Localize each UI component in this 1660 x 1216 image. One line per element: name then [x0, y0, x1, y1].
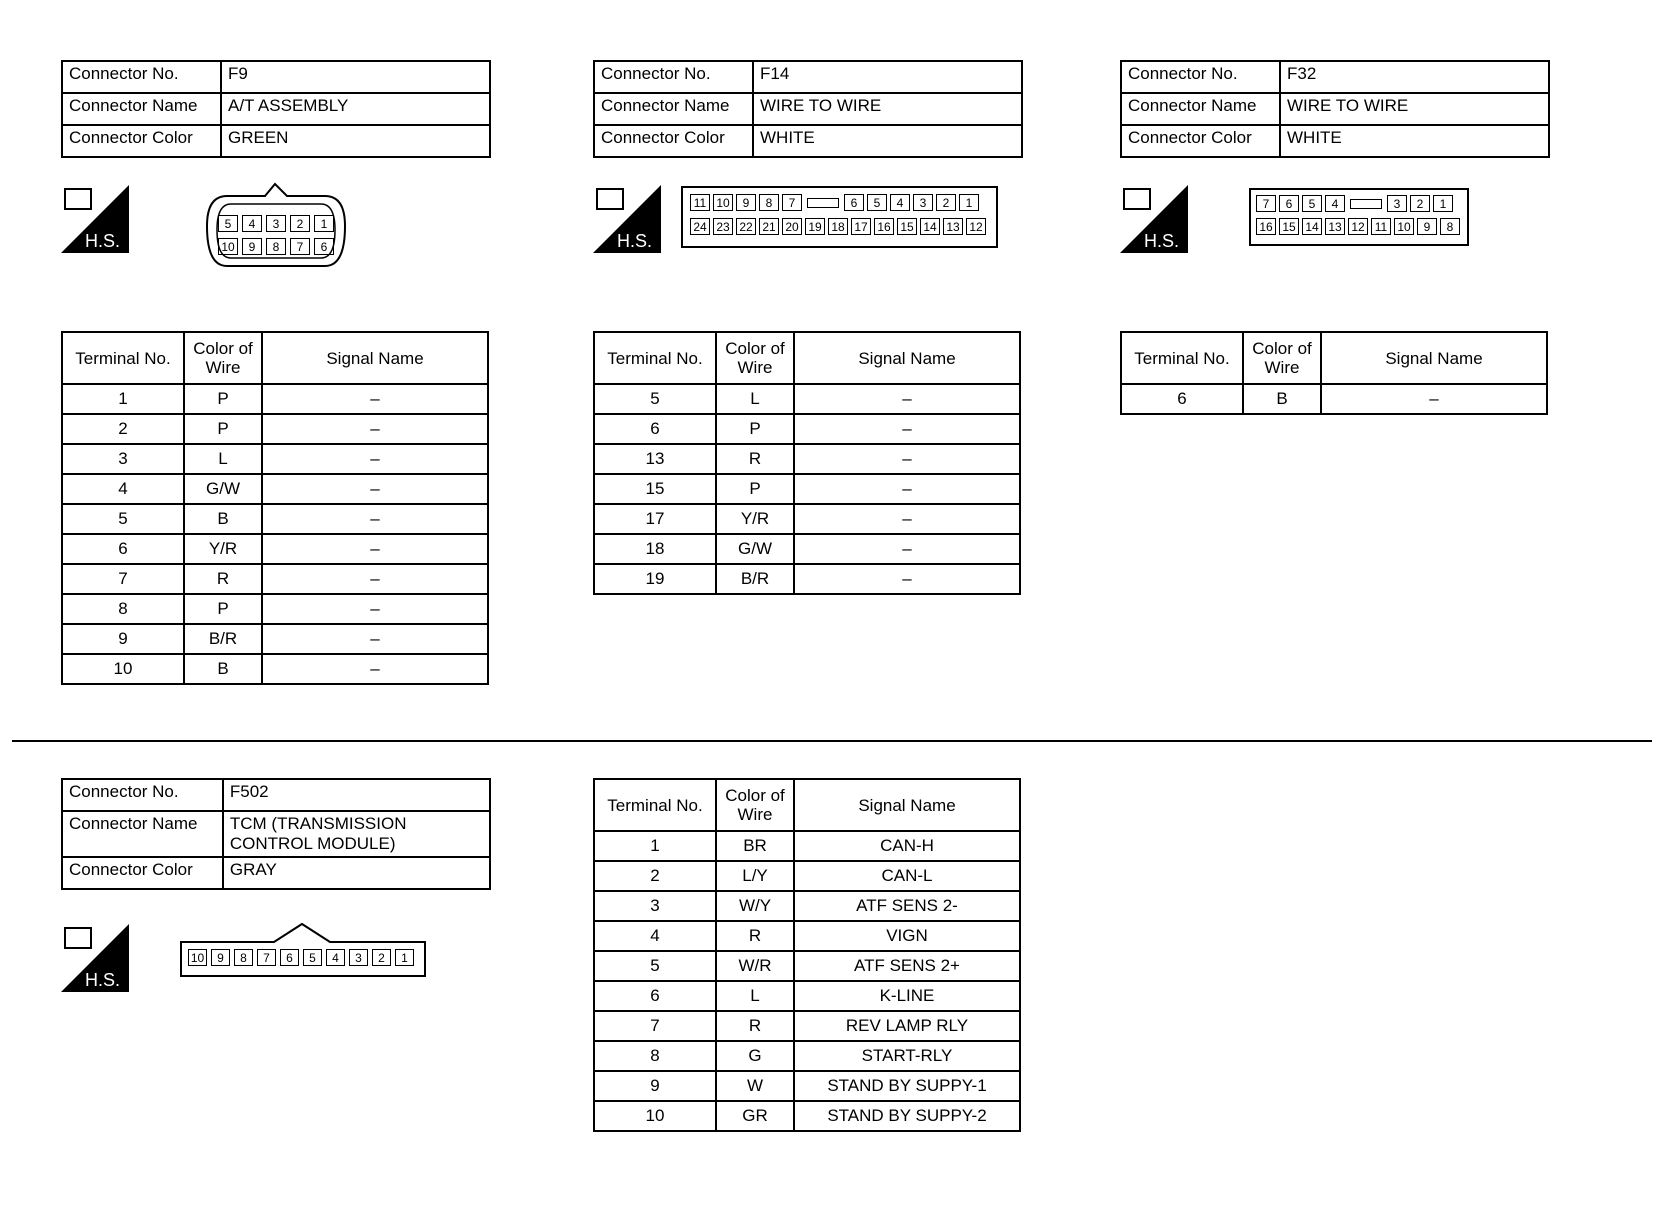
pin-top: 7 [257, 949, 276, 966]
label-connector-name: Connector Name [594, 93, 753, 125]
connector-info-f14 [593, 60, 1023, 158]
connector-color: WHITE [753, 125, 1022, 157]
pin-bottom: 8 [266, 238, 286, 255]
terminal-no-cell: 8 [62, 594, 184, 624]
signal-name-cell: – [1321, 384, 1547, 414]
table-row [594, 1011, 1020, 1041]
table-row [594, 891, 1020, 921]
pin-top: 6 [1279, 195, 1299, 212]
pin-top: 4 [242, 215, 262, 232]
wire-color-cell: B/R [184, 624, 262, 654]
signal-name-cell: START-RLY [794, 1041, 1020, 1071]
pin-top: 3 [349, 949, 368, 966]
table-row [594, 921, 1020, 951]
lock-tab [807, 198, 839, 208]
pin-bottom: 9 [242, 238, 262, 255]
pin-top: 8 [234, 949, 253, 966]
header-color-of-wire: Color of Wire [716, 779, 794, 831]
pin-top: 2 [936, 194, 956, 211]
terminal-no-cell: 2 [594, 861, 716, 891]
terminal-no-cell: 3 [62, 444, 184, 474]
wire-color-cell: BR [716, 831, 794, 861]
table-row [62, 474, 488, 504]
pin-top: 3 [1387, 195, 1407, 212]
signal-name-cell: – [794, 504, 1020, 534]
connector-color: GRAY [223, 857, 490, 889]
signal-name-cell: – [262, 504, 488, 534]
table-row [594, 951, 1020, 981]
terminal-no-cell: 7 [62, 564, 184, 594]
terminal-no-cell: 1 [594, 831, 716, 861]
pin-top: 9 [211, 949, 230, 966]
pin-bottom: 15 [1279, 218, 1299, 235]
header-signal-name: Signal Name [794, 332, 1020, 384]
header-terminal-no: Terminal No. [62, 332, 184, 384]
wire-color-cell: W [716, 1071, 794, 1101]
terminal-no-cell: 6 [594, 981, 716, 1011]
terminal-table-f502 [593, 778, 1021, 1132]
table-row [62, 624, 488, 654]
table-row [594, 504, 1020, 534]
connector-name: TCM (TRANSMISSION CONTROL MODULE) [223, 811, 490, 857]
connector-info-f9 [61, 60, 491, 158]
terminal-no-cell: 5 [594, 384, 716, 414]
connector-name: A/T ASSEMBLY [221, 93, 490, 125]
table-row [594, 474, 1020, 504]
label-connector-name: Connector Name [62, 811, 223, 857]
terminal-no-cell: 10 [594, 1101, 716, 1131]
wire-color-cell: W/Y [716, 891, 794, 921]
signal-name-cell: – [262, 474, 488, 504]
connector-no: F14 [753, 61, 1022, 93]
harness-side-icon [593, 185, 661, 253]
pin-bottom: 17 [851, 218, 871, 235]
pin-top: 1 [1433, 195, 1453, 212]
pin-bottom: 24 [690, 218, 710, 235]
terminal-no-cell: 13 [594, 444, 716, 474]
table-row [62, 504, 488, 534]
pin-bottom: 20 [782, 218, 802, 235]
pin-bottom: 14 [920, 218, 940, 235]
wire-color-cell: W/R [716, 951, 794, 981]
signal-name-cell: – [262, 414, 488, 444]
terminal-no-cell: 17 [594, 504, 716, 534]
wire-color-cell: L [716, 384, 794, 414]
pin-top: 6 [280, 949, 299, 966]
header-color-of-wire: Color of Wire [1243, 332, 1321, 384]
signal-name-cell: CAN-H [794, 831, 1020, 861]
signal-name-cell: CAN-L [794, 861, 1020, 891]
pin-bottom: 10 [1394, 218, 1414, 235]
label-connector-color: Connector Color [594, 125, 753, 157]
pin-bottom: 22 [736, 218, 756, 235]
pin-bottom: 23 [713, 218, 733, 235]
pin-top: 11 [690, 194, 710, 211]
table-row [594, 384, 1020, 414]
table-row [1121, 384, 1547, 414]
signal-name-cell: – [794, 474, 1020, 504]
pin-top: 4 [326, 949, 345, 966]
pin-top: 2 [1410, 195, 1430, 212]
pin-top: 7 [782, 194, 802, 211]
connector-no: F32 [1280, 61, 1549, 93]
terminal-no-cell: 9 [62, 624, 184, 654]
signal-name-cell: – [794, 414, 1020, 444]
signal-name-cell: K-LINE [794, 981, 1020, 1011]
header-signal-name: Signal Name [262, 332, 488, 384]
wire-color-cell: R [716, 1011, 794, 1041]
signal-name-cell: – [794, 444, 1020, 474]
terminal-no-cell: 5 [62, 504, 184, 534]
connector-name: WIRE TO WIRE [1280, 93, 1549, 125]
wire-color-cell: Y/R [184, 534, 262, 564]
header-terminal-no: Terminal No. [1121, 332, 1243, 384]
wire-color-cell: P [716, 414, 794, 444]
pin-bottom: 9 [1417, 218, 1437, 235]
pin-bottom: 15 [897, 218, 917, 235]
pin-top: 7 [1256, 195, 1276, 212]
connector-info-f32 [1120, 60, 1550, 158]
wire-color-cell: P [184, 384, 262, 414]
table-row [594, 1071, 1020, 1101]
signal-name-cell: – [794, 564, 1020, 594]
pin-bottom: 10 [218, 238, 238, 255]
table-row [594, 414, 1020, 444]
pin-bottom: 13 [1325, 218, 1345, 235]
signal-name-cell: – [262, 594, 488, 624]
connector-no: F502 [223, 779, 490, 811]
terminal-no-cell: 15 [594, 474, 716, 504]
table-row [594, 1101, 1020, 1131]
pin-bottom: 21 [759, 218, 779, 235]
table-row [594, 861, 1020, 891]
pin-bottom: 16 [874, 218, 894, 235]
terminal-no-cell: 4 [62, 474, 184, 504]
terminal-no-cell: 3 [594, 891, 716, 921]
pin-top: 4 [1325, 195, 1345, 212]
pin-top: 2 [372, 949, 391, 966]
signal-name-cell: – [262, 384, 488, 414]
pin-bottom: 7 [290, 238, 310, 255]
pin-top: 1 [395, 949, 414, 966]
terminal-table-f32 [1120, 331, 1548, 415]
wire-color-cell: R [716, 921, 794, 951]
pin-top: 9 [736, 194, 756, 211]
wire-color-cell: B/R [716, 564, 794, 594]
table-row [62, 534, 488, 564]
wire-color-cell: Y/R [716, 504, 794, 534]
label-connector-color: Connector Color [62, 125, 221, 157]
table-row [62, 594, 488, 624]
label-connector-color: Connector Color [62, 857, 223, 889]
table-row [594, 831, 1020, 861]
pin-bottom: 8 [1440, 218, 1460, 235]
wire-color-cell: G/W [716, 534, 794, 564]
terminal-no-cell: 1 [62, 384, 184, 414]
label-connector-no: Connector No. [62, 779, 223, 811]
signal-name-cell: STAND BY SUPPY-1 [794, 1071, 1020, 1101]
signal-name-cell: ATF SENS 2+ [794, 951, 1020, 981]
header-signal-name: Signal Name [794, 779, 1020, 831]
table-row [62, 384, 488, 414]
table-row [62, 564, 488, 594]
terminal-no-cell: 6 [594, 414, 716, 444]
connector-color: GREEN [221, 125, 490, 157]
table-row [594, 564, 1020, 594]
wire-color-cell: P [184, 594, 262, 624]
signal-name-cell: – [262, 654, 488, 684]
signal-name-cell: – [794, 384, 1020, 414]
pin-bottom: 13 [943, 218, 963, 235]
terminal-no-cell: 19 [594, 564, 716, 594]
pin-bottom: 12 [1348, 218, 1368, 235]
pin-top: 1 [314, 215, 334, 232]
signal-name-cell: – [262, 624, 488, 654]
terminal-table-f14 [593, 331, 1021, 595]
terminal-table-f9 [61, 331, 489, 685]
signal-name-cell: VIGN [794, 921, 1020, 951]
pin-top: 8 [759, 194, 779, 211]
signal-name-cell: – [262, 564, 488, 594]
signal-name-cell: – [262, 444, 488, 474]
pin-top: 5 [867, 194, 887, 211]
pin-bottom: 11 [1371, 218, 1391, 235]
wire-color-cell: P [716, 474, 794, 504]
pin-top: 5 [1302, 195, 1322, 212]
pin-top: 1 [959, 194, 979, 211]
wire-color-cell: L [716, 981, 794, 1011]
pin-top: 10 [188, 949, 207, 966]
wire-color-cell: B [184, 504, 262, 534]
wire-color-cell: R [184, 564, 262, 594]
pin-bottom: 6 [314, 238, 334, 255]
pin-top: 3 [913, 194, 933, 211]
table-row [594, 981, 1020, 1011]
wire-color-cell: B [1243, 384, 1321, 414]
terminal-no-cell: 9 [594, 1071, 716, 1101]
terminal-no-cell: 7 [594, 1011, 716, 1041]
label-connector-color: Connector Color [1121, 125, 1280, 157]
pin-top: 5 [218, 215, 238, 232]
table-row [594, 1041, 1020, 1071]
connector-name: WIRE TO WIRE [753, 93, 1022, 125]
pin-top: 5 [303, 949, 322, 966]
pin-top: 3 [266, 215, 286, 232]
label-connector-name: Connector Name [1121, 93, 1280, 125]
terminal-no-cell: 5 [594, 951, 716, 981]
signal-name-cell: – [262, 534, 488, 564]
label-connector-no: Connector No. [1121, 61, 1280, 93]
wire-color-cell: P [184, 414, 262, 444]
connector-info-f502 [61, 778, 491, 890]
table-row [62, 654, 488, 684]
hs-label: H.S. [85, 970, 121, 990]
signal-name-cell: – [794, 534, 1020, 564]
section-divider [12, 740, 1652, 742]
pin-top: 10 [713, 194, 733, 211]
table-row [62, 444, 488, 474]
terminal-no-cell: 2 [62, 414, 184, 444]
wire-color-cell: G [716, 1041, 794, 1071]
connector-no: F9 [221, 61, 490, 93]
pin-bottom: 14 [1302, 218, 1322, 235]
header-terminal-no: Terminal No. [594, 779, 716, 831]
terminal-no-cell: 10 [62, 654, 184, 684]
pin-top: 2 [290, 215, 310, 232]
wire-color-cell: G/W [184, 474, 262, 504]
table-row [594, 444, 1020, 474]
header-signal-name: Signal Name [1321, 332, 1547, 384]
terminal-no-cell: 6 [1121, 384, 1243, 414]
signal-name-cell: ATF SENS 2- [794, 891, 1020, 921]
pin-bottom: 18 [828, 218, 848, 235]
hs-label: H.S. [85, 231, 121, 251]
signal-name-cell: STAND BY SUPPY-2 [794, 1101, 1020, 1131]
harness-side-icon [1120, 185, 1188, 253]
wire-color-cell: B [184, 654, 262, 684]
pin-bottom: 12 [966, 218, 986, 235]
table-row [594, 534, 1020, 564]
terminal-no-cell: 4 [594, 921, 716, 951]
header-color-of-wire: Color of Wire [716, 332, 794, 384]
wire-color-cell: R [716, 444, 794, 474]
wire-color-cell: GR [716, 1101, 794, 1131]
label-connector-no: Connector No. [594, 61, 753, 93]
harness-side-icon [61, 185, 129, 253]
label-connector-no: Connector No. [62, 61, 221, 93]
header-terminal-no: Terminal No. [594, 332, 716, 384]
pin-top: 4 [890, 194, 910, 211]
pin-bottom: 19 [805, 218, 825, 235]
header-color-of-wire: Color of Wire [184, 332, 262, 384]
wire-color-cell: L [184, 444, 262, 474]
hs-label: H.S. [617, 231, 653, 251]
terminal-no-cell: 8 [594, 1041, 716, 1071]
pin-bottom: 16 [1256, 218, 1276, 235]
hs-label: H.S. [1144, 231, 1180, 251]
wire-color-cell: L/Y [716, 861, 794, 891]
signal-name-cell: REV LAMP RLY [794, 1011, 1020, 1041]
connector-color: WHITE [1280, 125, 1549, 157]
table-row [62, 414, 488, 444]
harness-side-icon [61, 924, 129, 992]
lock-tab [1350, 199, 1382, 209]
pin-top: 6 [844, 194, 864, 211]
terminal-no-cell: 18 [594, 534, 716, 564]
label-connector-name: Connector Name [62, 93, 221, 125]
terminal-no-cell: 6 [62, 534, 184, 564]
